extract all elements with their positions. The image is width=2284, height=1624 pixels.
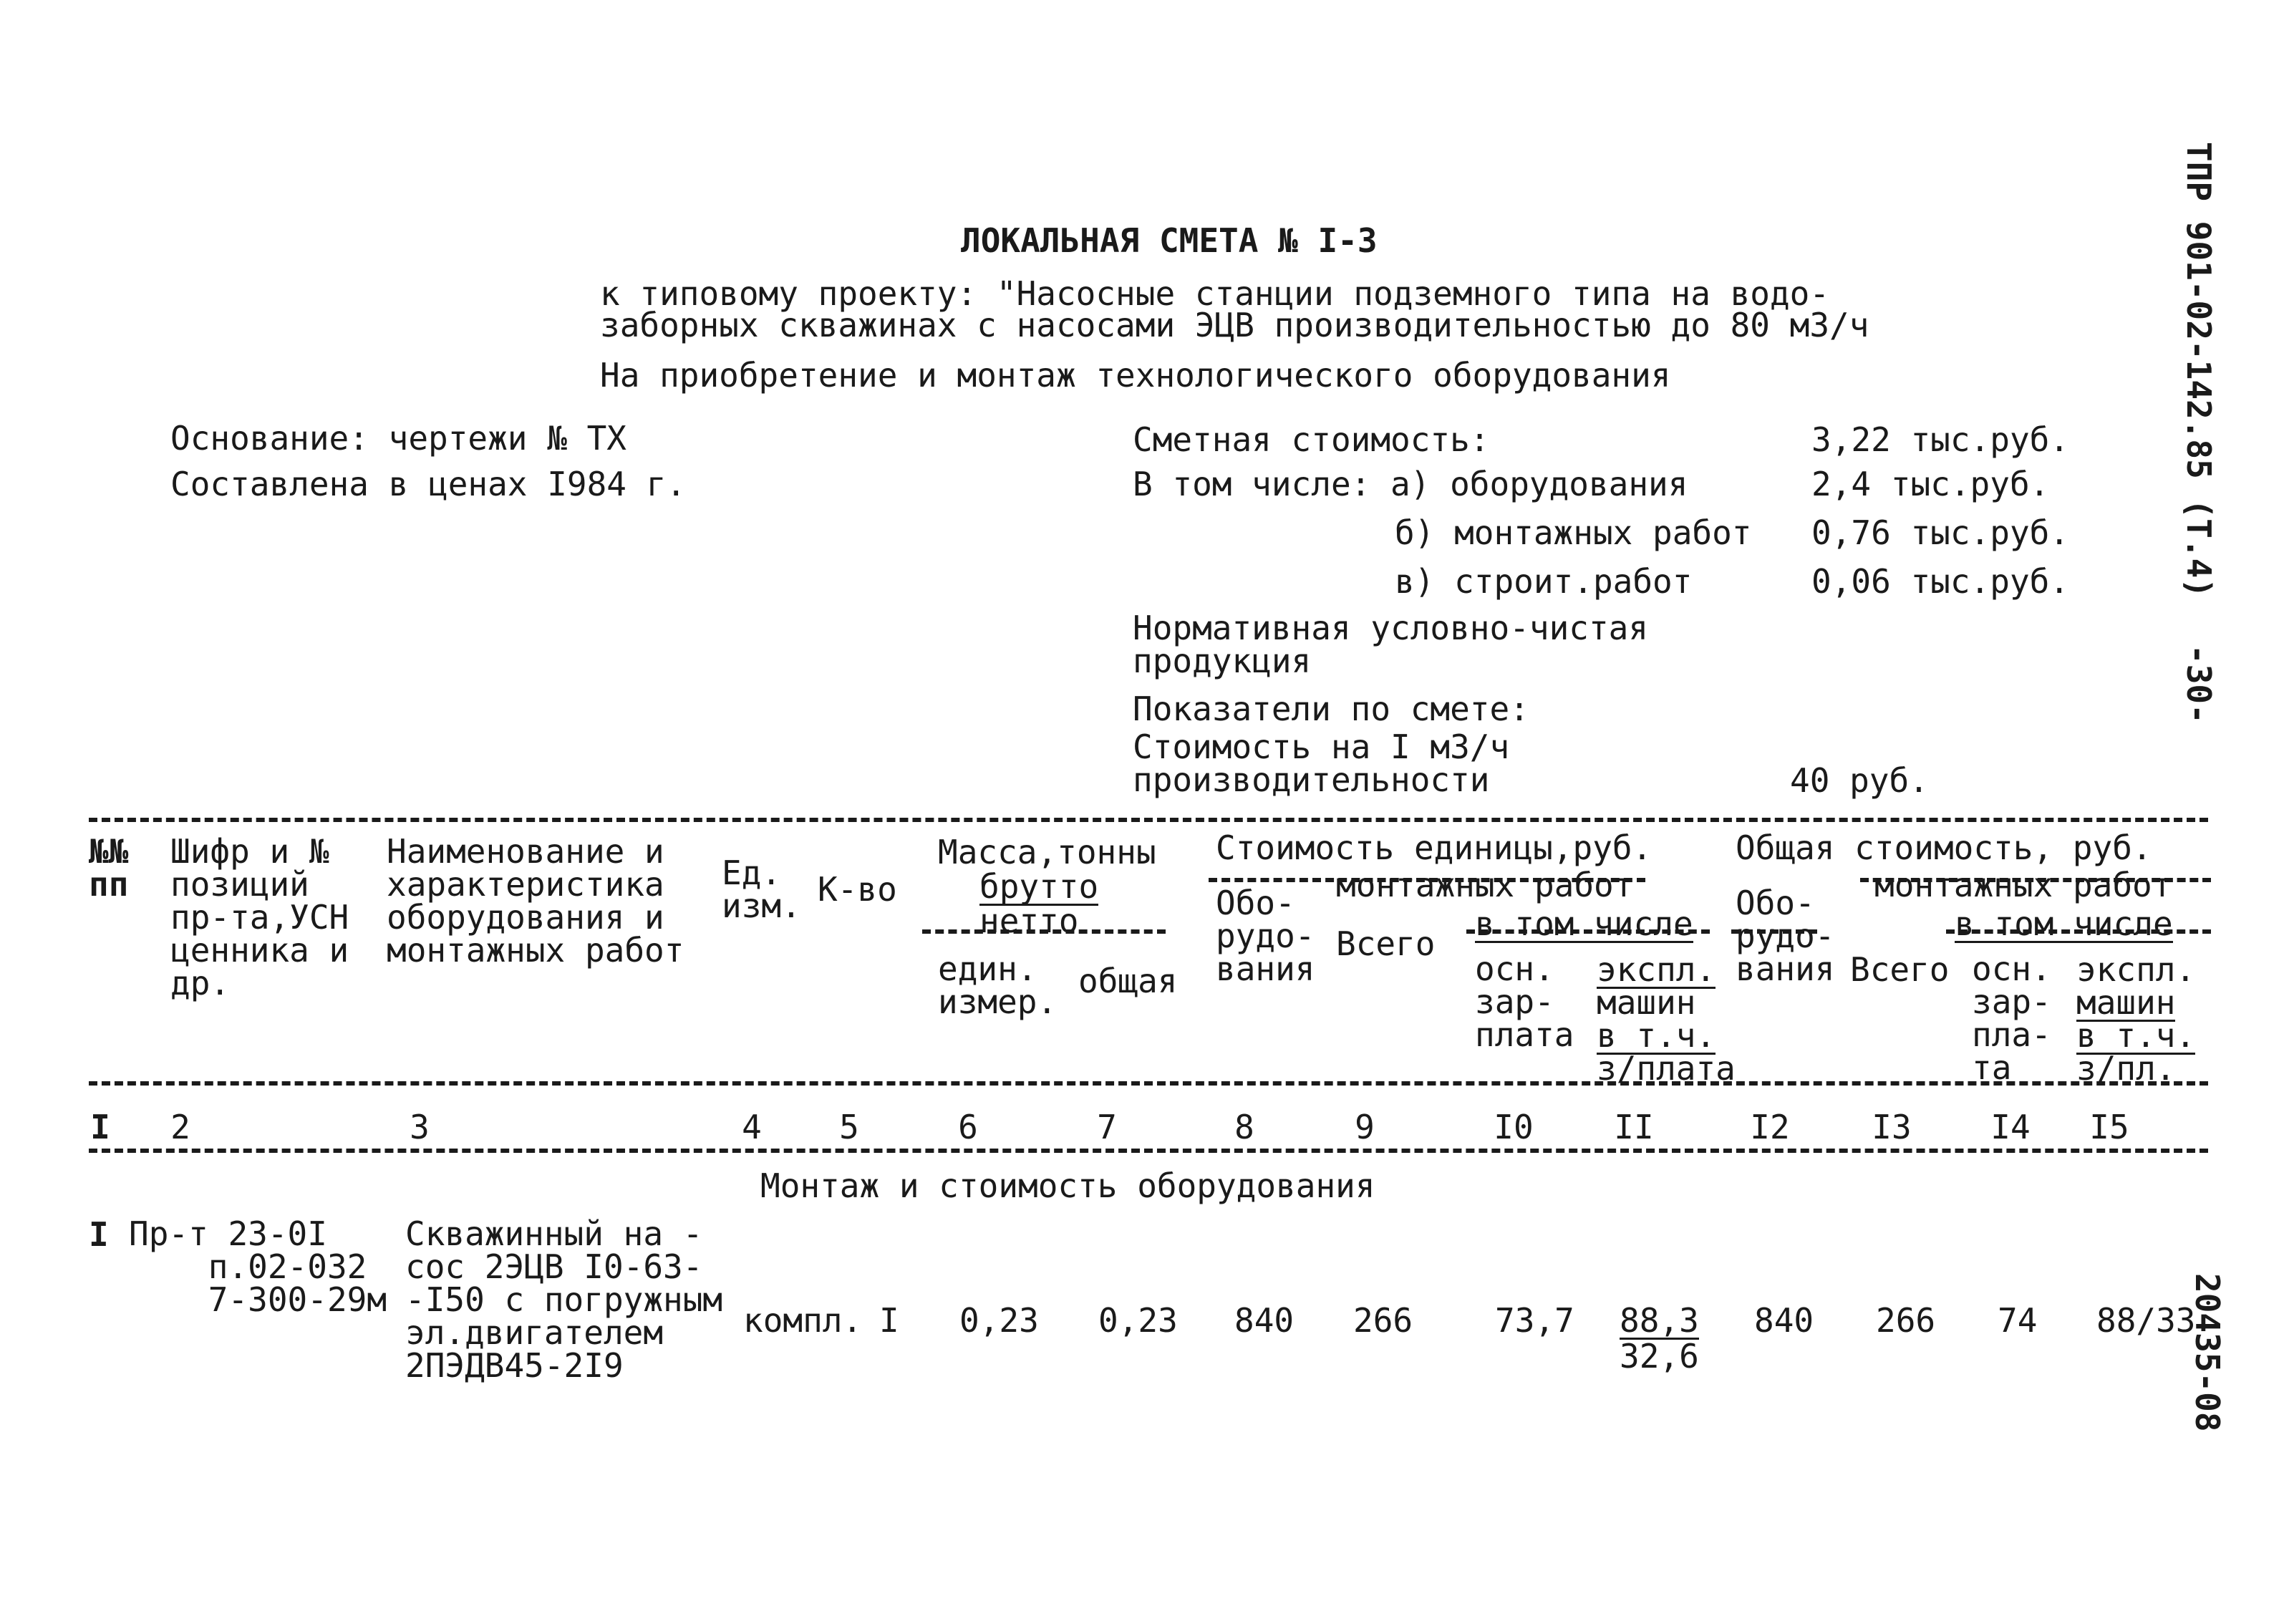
col-num-6: 6 [958,1108,978,1146]
row-base-pay: 73,7 [1495,1301,1574,1340]
row-number: I [89,1215,109,1254]
row-name: Скважинный на - сос 2ЭЦВ I0-63- -I50 с погружным эл.двигателем 2ПЭДВ45-2I9 [405,1214,723,1385]
archive-stamp: 20435-08 [2188,1273,2227,1432]
header-machines: экспл. [1597,950,1716,989]
header-total: Всего [1336,924,1436,963]
header-mount-works-2: монтажных работ [1874,866,2172,904]
header-code: Шифр и № позиций пр-та,УСН ценника и др. [170,832,349,1002]
col-num-8: 8 [1234,1108,1254,1146]
per-unit-value: 40 руб. [1790,761,1929,800]
header-base-pay-2: осн. зар- пла- та [1972,949,2051,1087]
row-qty: I [879,1301,899,1340]
header-name: Наименование и характеристика оборудования и монтажных работ [387,832,684,970]
row-mount-total-2: 266 [1876,1301,1936,1340]
header-netto: нетто [979,902,1079,940]
header-number: №№ пп [89,832,129,904]
header-brutto: брутто [979,867,1099,906]
col-num-13: I3 [1872,1108,1912,1146]
subtitle-line-1: к типовому проекту: "Насосные станции подземного типа на водо- [600,274,1830,313]
row-equipment-total: 840 [1754,1301,1814,1340]
col-num-1: I [90,1108,110,1146]
header-machines-2-name: машин [2076,983,2176,1022]
header-total-cost: Общая стоимость, руб. [1736,828,2152,867]
col-num-7: 7 [1097,1108,1117,1146]
cost-value: 3,22 тыс.руб. [1811,420,2070,459]
per-unit-label: Стоимость на I м3/ч производительности [1133,728,1510,799]
row-equipment-unit: 840 [1234,1301,1295,1340]
header-mount-works: монтажных работ [1336,866,1634,904]
header-equipment: Обо- рудо- вания [1216,884,1315,988]
header-machines-2: экспл. [2076,950,2196,989]
col-num-12: I2 [1750,1108,1790,1146]
header-bottom-rule [89,1081,2208,1086]
col-num-3: 3 [410,1108,430,1146]
col-num-9: 9 [1355,1108,1375,1146]
header-mass-total: общая [1078,962,1178,1000]
prices-line: Составлена в ценах I984 г. [170,465,687,503]
project-code-vertical: ТПР 901-02-142.85 (Т.4) [2179,142,2218,598]
header-incl-2: в том числе [1955,904,2173,943]
incl-a-value: 2,4 тыс.руб. [1811,465,2050,503]
incl-b-label: б) монтажных работ [1395,513,1752,552]
row-base-pay-2: 74 [1998,1301,2038,1340]
indicators-label: Показатели по смете: [1133,690,1529,728]
row-mass-unit: 0,23 [959,1301,1039,1340]
col-num-14: I4 [1990,1108,2031,1146]
normative-label: Нормативная условно-чистая продукция [1133,609,1649,680]
header-unit-cost: Стоимость единицы,руб. [1216,828,1652,867]
header-equipment-2: Обо- рудо- вания [1736,884,1835,988]
col-num-11: II [1614,1108,1654,1146]
row-machines-pay: 32,6 [1620,1337,1699,1376]
header-incl: в том числе [1475,904,1693,943]
header-machines-2-incl: в т.ч. [2076,1016,2196,1055]
table-top-rule [89,818,2208,822]
subtitle-line-2: заборных скважинах с насосами ЭЦВ производительностью до 80 м3/ч [600,306,1869,344]
col-num-5: 5 [839,1108,859,1146]
header-base-pay: осн. зар- плата [1475,949,1574,1054]
header-machines-incl: в т.ч. [1597,1016,1716,1055]
incl-b-value: 0,76 тыс.руб. [1811,513,2070,552]
document-title: ЛОКАЛЬНАЯ СМЕТА № I-3 [961,221,1378,260]
incl-c-value: 0,06 тыс.руб. [1811,562,2070,601]
row-mount-total: 266 [1353,1301,1413,1340]
col-num-15: I5 [2089,1108,2129,1146]
header-machines-pay: з/плата [1597,1049,1736,1088]
header-total-2: Всего [1850,950,1950,989]
header-mass-unit: един. измер. [938,949,1058,1021]
col-num-2: 2 [170,1108,190,1146]
page-number: -30- [2179,644,2218,724]
header-machines-2-pay: з/пл. [2076,1049,2176,1088]
row-unit: компл. [743,1301,863,1340]
row-code: Пр-т 23-0I п.02-032 7-300-29м [129,1214,387,1319]
cost-label: Сметная стоимость: [1133,420,1490,459]
col-num-10: I0 [1494,1108,1534,1146]
purpose-line: На приобретение и монтаж технологического оборудования [600,356,1671,395]
header-unit: Ед. изм. [722,854,801,925]
col-numbers-rule [89,1149,2208,1153]
col-num-4: 4 [742,1108,762,1146]
row-machines-2: 88/33 [2096,1301,2196,1340]
section-title: Монтаж и стоимость оборудования [760,1166,1375,1205]
incl-c-label: в) строит.работ [1395,562,1693,601]
row-machines-cost: 88,3 [1620,1301,1699,1340]
header-machines-name: машин [1597,983,1696,1022]
basis-line: Основание: чертежи № ТХ [170,419,626,458]
header-qty: К-во [818,870,897,909]
incl-a-label: В том числе: а) оборудования [1133,465,1688,503]
header-mass: Масса,тонны [938,833,1156,871]
row-mass-total: 0,23 [1098,1301,1178,1340]
